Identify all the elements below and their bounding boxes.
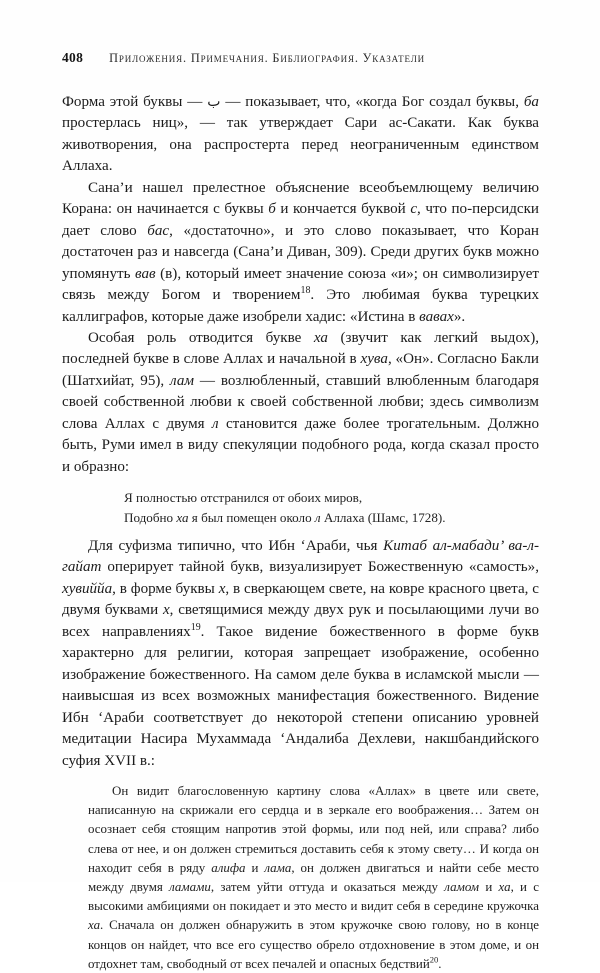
paragraph-letter-ha: [62, 328, 539, 478]
blockquote-part-a: Он видит благословенную картину слова «Аллах» в цвете или свете, написанную на скрижали его сердца и в зеркале его воображения… Затем он осознает себя стоящим напротив этой формы, или под ней, или справа? либо слева от нее, и он должен стремиться доставить себя к этому свету… И когда он находит себя в ряду: [88, 782, 539, 875]
paragraph-3-part-a: Особая роль отводится букве: [88, 329, 314, 346]
paragraph-1-part-b: — показывает, что, «когда Бог создал буквы,: [220, 94, 524, 110]
paragraph-1-part-c: простерлась ниц», — так утверждает Сари ас-Сакати. Как буква животворения, она распростерта перед неограниченным единством Аллаха.: [62, 115, 539, 175]
running-head-title: Приложения. Примечания. Библиография. Указатели: [109, 51, 426, 65]
blockquote-italic-lama: лама: [264, 859, 292, 875]
paragraph-2-italic-vavah: вавах: [419, 308, 454, 325]
paragraph-1-part-a: Форма этой буквы —: [62, 94, 208, 110]
blockquote-italic-ha-1: ха: [498, 878, 511, 894]
paragraph-3-part-d: — возлюбленный, ставший влюбленным благодаря своей собственной любви к своей собственной любви; здесь символизм слова Аллах с двумя: [62, 372, 539, 432]
verse-line-2-part-b: я был помещен около: [188, 509, 315, 525]
footnote-marker-18: 18: [300, 285, 311, 297]
blockquote-part-h: .: [438, 955, 442, 971]
paragraph-1-italic-ba: ба: [523, 94, 539, 110]
arabic-letter-baa-glyph: ب: [207, 94, 221, 110]
blockquote-part-f: , и с высокими амбициями он покидает и это место и видит себя в середине кружочка: [88, 878, 539, 914]
paragraph-4-part-d: , в сверкающем свете, на ковре красного цвета, с двумя буквами: [62, 580, 539, 619]
paragraph-2-part-g: ».: [453, 308, 466, 325]
paragraph-2-italic-vav: вав: [135, 265, 156, 282]
paragraph-2-part-a: Сана’и нашел прелестное объяснение всеобъемлющему величию Корана: он начинается с буквы: [62, 179, 539, 218]
block-quote-dehlevi: [62, 781, 539, 973]
paragraph-3-italic-l: л: [211, 415, 219, 432]
verse-line-1: Я полностью отстранился от обоих миров,: [124, 490, 363, 506]
page-number: 408: [62, 50, 84, 65]
verse-line-2: [124, 508, 539, 527]
paragraph-3-italic-ha: ха: [313, 329, 328, 346]
paragraph-2-italic-bas: бас: [147, 222, 170, 239]
paragraph-2-italic-b: б: [268, 201, 276, 218]
paragraph-4-italic-h-2: х: [162, 602, 170, 619]
paragraph-3-part-b: (звучит как легкий выдох), последней букве в слове Аллах и начальной в: [62, 329, 539, 368]
paragraph-4-part-b: оперирует тайной букв, визуализирует Божественную «самость»,: [101, 559, 539, 576]
paragraph-3-part-c: , «Он». Согласно Бакли (Шатхийат, 95),: [62, 351, 539, 389]
footnote-marker-19: 19: [190, 621, 201, 633]
verse-quote: [62, 488, 539, 527]
verse-italic-ha: ха: [176, 509, 189, 525]
blockquote-part-d: , затем уйти оттуда и оказаться между: [210, 878, 445, 894]
paragraph-ibn-arabi: [62, 536, 539, 772]
paragraph-4-italic-h-1: х: [218, 580, 226, 597]
text-block: [62, 92, 539, 973]
blockquote-part-b: и: [245, 859, 265, 875]
paragraph-sanai-quran: [62, 178, 539, 328]
running-head: [62, 50, 538, 66]
paragraph-2-italic-s: с: [410, 201, 418, 218]
blockquote-italic-ha-2: ха: [88, 917, 101, 933]
paragraph-4-part-a: Для суфизма типично, что Ибн ‘Араби, чья: [88, 537, 384, 554]
paragraph-4-part-f: . Такое видение божественного в форме букв характерно для религии, которая запрещает изображение, особенно изображение божественного. На самом деле буква в исламской мысли — наивысшая из всех возможных манифестация божественного. Видение Ибн ‘Араби соответствует до некоторой степени описанию уровней медитации Насира Мухаммада ‘Андалиба Дехлеви, накшбандийского суфия XVII в.:: [62, 623, 540, 769]
blockquote-part-g: . Сначала он должен обнаружить в этом кружочке свою голову, но в конце концов он найдет, что все его существо обрело отдохновение в этом доме, и он отдохнет там, свободный от всех печалей и опасных бедствий: [88, 917, 539, 971]
paragraph-3-part-e: становится даже более трогательным. Должно быть, Руми имел в виду спекуляции подобного рода, когда сказал просто и образно:: [62, 415, 540, 475]
paragraph-2-part-f: . Это любимая буква турецких каллиграфов, которые даже изобрели хадис: «Истина в: [62, 287, 539, 325]
paragraph-2-part-b: и кончается буквой: [275, 201, 411, 218]
footnote-marker-20: 20: [429, 954, 439, 965]
blockquote-part-e: и: [479, 878, 499, 894]
paragraph-2-part-c: , что по-персидски дает слово: [62, 201, 539, 239]
paragraph-letter-form: [62, 92, 539, 178]
paragraph-4-italic-kitab-title: Китаб ал-мабади’ ва-л-гайат: [62, 537, 539, 576]
paragraph-3-italic-huva: хува: [360, 351, 388, 368]
paragraph-3-italic-lam: лам: [170, 372, 194, 389]
verse-line-2-part-c: Аллаха (Шамс, 1728).: [320, 509, 446, 525]
verse-italic-l: л: [314, 509, 321, 525]
paragraph-4-italic-huviyya: хувиййа: [62, 580, 113, 597]
blockquote-italic-lamom: ламом: [444, 878, 480, 894]
blockquote-italic-lamami: ламами: [169, 878, 211, 894]
paragraph-4-part-e: , светящимися между двух рук и посылающими лучи во всех направлениях: [62, 602, 539, 640]
paragraph-2-part-e: (в), который имеет значение союза «и»; он символизирует связь между Богом и творением: [62, 265, 539, 304]
blockquote-italic-alifa: алифа: [211, 859, 246, 875]
paragraph-2-part-d: , «достаточно», и это слово показывает, что Коран достаточен раз и навсегда (Сана’и Диван, 309). Среди других букв можно упомянуть: [62, 222, 539, 282]
verse-line-2-part-a: Подобно: [124, 509, 177, 525]
paragraph-4-part-c: , в форме буквы: [112, 580, 219, 597]
blockquote-part-c: , он должен двигаться и найти себе место между двумя: [88, 859, 539, 894]
